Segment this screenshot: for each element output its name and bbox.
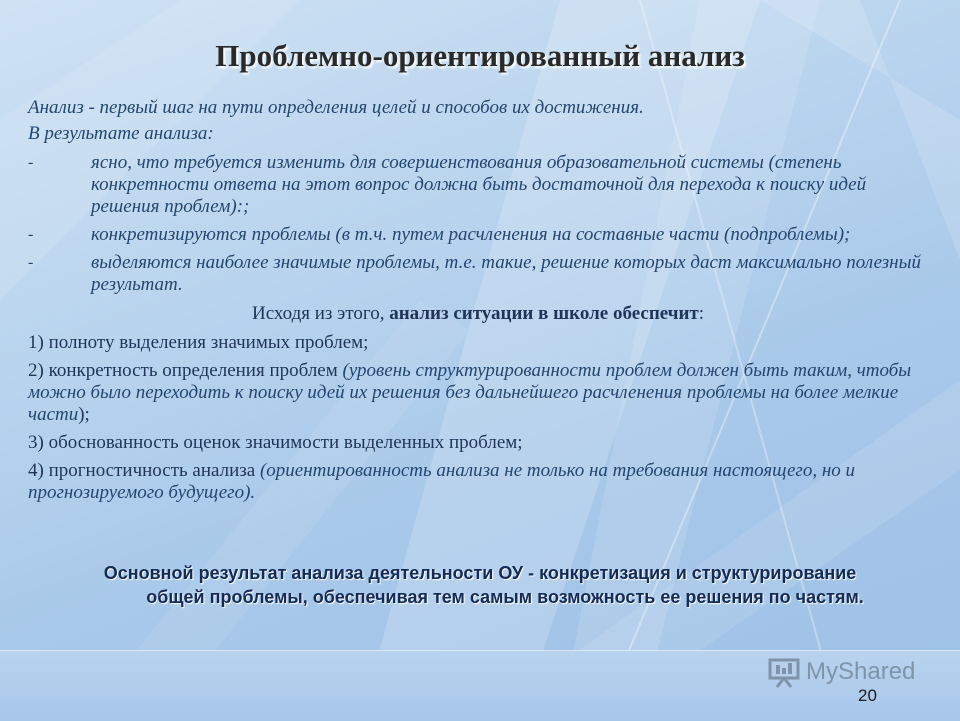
- myshared-logo[interactable]: [768, 658, 928, 690]
- dash-bullet: -: [28, 226, 34, 243]
- list-item: [28, 224, 928, 246]
- list-item: [28, 152, 928, 218]
- item2-end: );: [78, 404, 90, 425]
- list-item: [28, 252, 928, 296]
- center-statement: [28, 302, 928, 326]
- numbered-item-1: 1) полноту выделения значимых проблем;: [28, 332, 369, 353]
- page-number: 20: [858, 686, 877, 705]
- list-item-text: конкретизируются проблемы (в т.ч. путем расчленения на составные части (подпроблемы);: [91, 224, 851, 245]
- numbered-item-3: 3) обоснованность оценок значимости выделенных проблем;: [28, 432, 523, 453]
- center-plain: Исходя из этого,: [251, 303, 390, 324]
- numbered-item-2: [28, 360, 928, 426]
- slide-title: Проблемно-ориентированный анализ: [215, 38, 745, 73]
- intro-line-2: В результате анализа:: [28, 123, 214, 144]
- presentation-icon: [768, 658, 800, 688]
- logo-text: MyShared: [806, 658, 916, 685]
- list-item-text: ясно, что требуется изменить для совершенствования образовательной системы (степень конкретности ответа на этот вопрос должна быть достаточной для перехода к поиску идей решения проблем):;: [91, 152, 867, 217]
- item2-italic: (уровень структурированности проблем должен быть таким, чтобы можно было переходить к поиску идей их решения без дальнейшего расчленения проблемы на более мелкие части: [28, 360, 912, 425]
- conclusion-line-1: Основной результат анализа деятельности ОУ - конкретизация и структурирование: [103, 563, 857, 583]
- item4-plain: 4) прогностичность анализа: [28, 460, 260, 481]
- center-bold: анализ ситуации в школе обеспечит: [389, 303, 699, 324]
- slide-content: [28, 96, 928, 504]
- item2-plain: 2) конкретность определения проблем: [28, 360, 343, 381]
- center-end: :: [698, 303, 705, 324]
- dash-bullet: -: [28, 254, 34, 271]
- conclusion-line-2: общей проблемы, обеспечивая тем самым возможность ее решения по частям.: [146, 587, 864, 607]
- dash-bullet: -: [28, 154, 34, 171]
- intro-line-1: Анализ - первый шаг на пути определения целей и способов их достижения.: [28, 97, 644, 118]
- conclusion: [40, 561, 920, 609]
- list-item-text: выделяются наиболее значимые проблемы, т.е. такие, решение которых даст максимально полезный результат.: [91, 252, 921, 295]
- numbered-item-4: [28, 460, 928, 504]
- item4-italic: (ориентированность анализа не только на требования настоящего, но и прогнозируемого будущего).: [28, 460, 855, 503]
